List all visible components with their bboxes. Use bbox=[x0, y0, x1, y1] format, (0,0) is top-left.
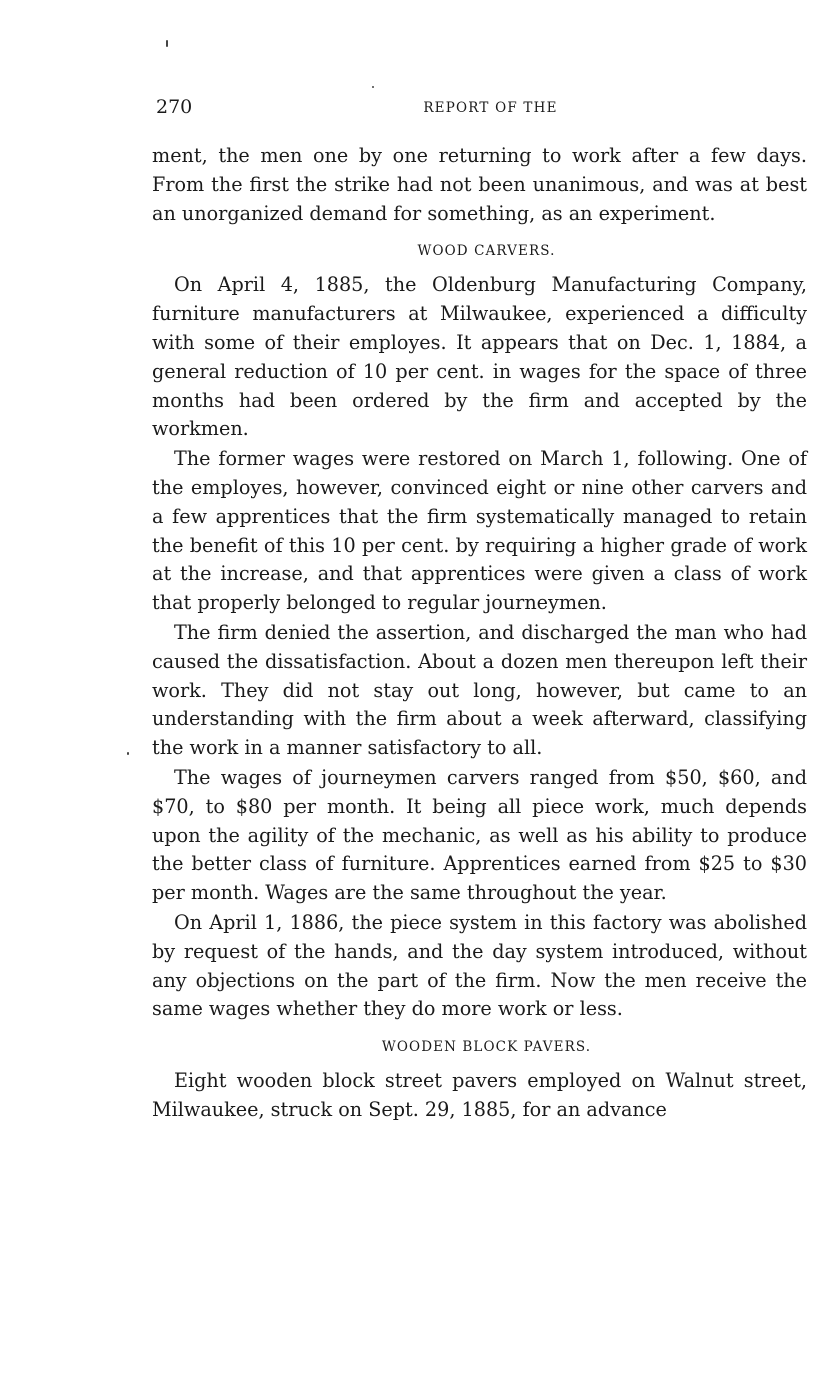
page-header bbox=[152, 96, 807, 120]
paragraph: The wages of journeymen carvers ranged from $50, $60, and $70, to $80 per month. It being all piece work, much depends upon the agility of the mechanic, as well as his ability to produce the better class of furniture. Apprentices earned from $25 to $30 per month. Wages are the same throughout the year. bbox=[152, 765, 807, 905]
running-head: REPORT OF THE bbox=[423, 100, 558, 116]
scan-speck bbox=[166, 40, 168, 47]
paragraph-continuation: ment, the men one by one returning to work after a few days. From the first the strike had not been unanimous, and was at best an unorganized demand for something, as an experiment. bbox=[152, 144, 807, 225]
section-heading-wooden-block-pavers: WOODEN BLOCK PAVERS. bbox=[381, 1039, 592, 1056]
paragraph: The firm denied the assertion, and discharged the man who had caused the dissatisfaction. About a dozen men thereupon left their work. They did not stay out long, however, but came to an understanding with the firm about a week afterward, classifying the work in a manner satisfactory to all. bbox=[152, 620, 807, 760]
section-heading-wood-carvers: WOOD CARVERS. bbox=[417, 243, 556, 260]
paragraph: On April 4, 1885, the Oldenburg Manufacturing Company, furniture manufacturers at Milwaukee, experienced a difficulty with some of their employes. It appears that on Dec. 1, 1884, a general reduction of 10 per cent. in wages for the space of three months had been ordered by the firm and accepted by the workmen. bbox=[152, 273, 807, 441]
paragraph: Eight wooden block street pavers employed on Walnut street, Milwaukee, struck on Sept. 29, 1885, for an advance bbox=[152, 1069, 807, 1121]
page-number: 270 bbox=[156, 96, 193, 118]
scan-speck bbox=[372, 86, 374, 88]
scan-speck bbox=[127, 752, 129, 755]
paragraph: The former wages were restored on March 1, following. One of the employes, however, convinced eight or nine other carvers and a few apprentices that the firm systematically managed to retain the benefit of this 10 per cent. by requiring a higher grade of work at the increase, and that apprentices were given a class of work that properly belonged to regular journeymen. bbox=[152, 447, 807, 615]
paragraph: On April 1, 1886, the piece system in this factory was abolished by request of the hands, and the day system introduced, without any objections on the part of the firm. Now the men receive the same wages whether they do more work or less. bbox=[152, 910, 807, 1021]
page-body bbox=[152, 142, 807, 1126]
